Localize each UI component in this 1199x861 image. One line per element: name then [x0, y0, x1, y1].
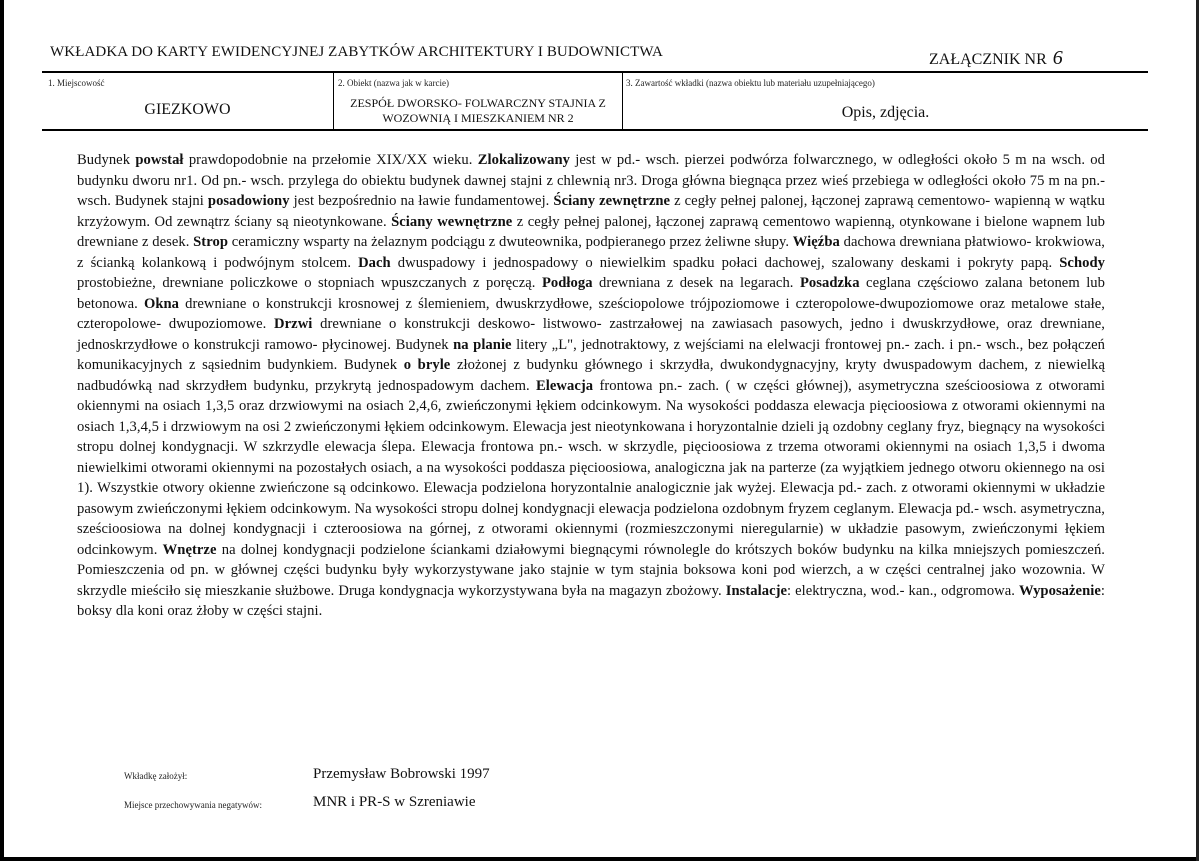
description-text: dachowa drewniana płatwiowo- krokwiowa, z ścianką kolankową i podwójnym stolcem.	[77, 234, 1106, 271]
description-text: Budynek	[77, 152, 136, 168]
description-text: dwuspadowy i jednospadowy o niewielkim spadku połaci dachowej, szalowany deskami i pokryty papą.	[390, 254, 1060, 271]
description-heading: Dach	[358, 254, 391, 271]
description-heading: Instalacje	[725, 582, 788, 599]
description-heading: Strop	[193, 234, 228, 250]
description-heading: Schody	[1059, 254, 1105, 271]
document-title: WKŁADKA DO KARTY EWIDENCYJNEJ ZABYTKÓW ARCHITEKTURY I BUDOWNICTWA	[50, 44, 663, 60]
description-heading: Elewacja	[536, 377, 594, 394]
content-value: Opis, zdjęcia.	[841, 104, 930, 121]
description-text: prostobieżne, drewniane policzkowe o stopniach wpuszczanych z poręczą.	[77, 275, 542, 291]
description-heading: powstał	[135, 152, 184, 168]
description-heading: posadowiony	[207, 193, 290, 209]
description-text: z cegły pełnej palonej, łączonej zaprawą cementowo- wapienną w wątku krzyżowym. Od zewnątrz ściany są nieotynkowane.	[77, 193, 1105, 230]
description-heading: Ściany zewnętrzne	[553, 193, 671, 209]
description-text: litery „L", jednotraktowy, z wejściami na elelwacji frontowej pn.- zach. i pn.- wsch., bez połączeń komunikacyjnych z sąsiednim budynkiem. Budynek	[77, 336, 1105, 373]
description-heading: o bryle	[403, 357, 451, 373]
description-text: drewniana z desek na legarach.	[592, 275, 800, 291]
description-text: jest w pd.- wsch. pierzei podwórza folwarcznego, w odległości około 5 m na wsch. od budynku dworu nr1. Od pn.- wsch. przylega do obiektu budynek dawnej stajni z chlewnią nr3. Droga główna biegnąca przez wieś przebiega w odległości około 75 m na pn.- wsch. Budynek stajni	[77, 152, 1105, 209]
description-heading: Zlokalizowany	[477, 152, 570, 168]
description-text: : boksy dla koni oraz żłoby w części stajni.	[77, 582, 1105, 619]
negatives-location-label: Miejsce przechowywania negatywów:	[124, 800, 262, 810]
description-heading: na planie	[453, 336, 512, 353]
description-heading: Wyposażenie	[1018, 582, 1101, 599]
header-rule-top	[42, 71, 1148, 73]
description-heading: Podłoga	[541, 275, 593, 291]
description-text: drewniane o konstrukcji deskowo- listwowo- zastrzałowej na zawiasach pasowych, jedno i dwuskrzydłowe, oraz drewniane, jednoskrzydłowe o konstrukcji ramowo- płycinowej. Budynek	[77, 316, 1106, 353]
annex-label: ZAŁĄCZNIK NR	[929, 51, 1047, 68]
description-heading: Ściany wewnętrzne	[391, 213, 513, 230]
description-heading: Drzwi	[274, 316, 313, 332]
object-label: 2. Obiekt (nazwa jak w karcie)	[338, 78, 449, 88]
scan-edge-left	[0, 0, 4, 861]
header-rule-bottom	[42, 129, 1148, 131]
description-text: na dolnej kondygnacji podzielone ściankami działowymi biegnącymi równolegle do krótszych boków budynku na kilka mniejszych pomieszczeń. Pomieszczenia od pn. w głównej części budynku były wykorzystywane jako stajnie w tym stajnia boksowa koni pod wierzch, a w części centralnej jako wozownia. W skrzydle mieściło się mieszkanie służbowe. Druga kondygnacja wykorzystywana była na magazyn zbożowy.	[77, 541, 1105, 599]
description-heading: Okna	[143, 295, 180, 312]
description-text: frontowa pn.- zach. ( w części głównej), asymetryczna sześcioosiowa z otworami okiennymi na osiach 1,3,5 oraz drzwiowymi na osiach 2,4,6, zwieńczonymi łękiem odcinkowym. Na wysokości poddasza elewacja pięcioosiowa z otworami okiennymi na osiach 1,3,4,5 i drzwiowym na osi 2 zwieńczonymi łękiem odcinkowym. Elewacja jest nieotynkowana i horyzontalnie dzieli ją ozdobny ceglany fryz, biegnący na wysokości stropu dolnej kondygnacji. W szkrzydle elewacja ślepa. Elewacja frontowa pn.- wsch. w skrzydle, pięcioosiowa z trzema otworami okiennymi na osiach 1,3,5 i dwoma niewielkimi otworami okiennymi na pozostałych osiach, a na wysokości poddasza pięcioosiowa, analogiczna jak na parterze (za wyjątkiem jednego otworu okiennego na osi 1). Wszystkie otwory okienne zwieńczone są odcinkowo. Elewacja podzielona horyzontalnie analogicznie jak wyżej. Elewacja pd.- zach. z otworami okiennymi w układzie pasowym zwieńczonymi łękiem odcinkowym. Na wysokości stropu dolnej kondygnacji elewacja podzielona ozdobnym fryzem ceglanym. Elewacja pd.- wsch. asymetryczna, sześcioosiowa na dolnej kondygnacji i czteroosiowa na górnej, z otworami okiennymi (rozmieszczonymi nieregularnie) w układzie pasowym, zwieńczonymi łękiem odcinkowym.	[77, 377, 1105, 558]
description-text: drewniane o konstrukcji krosnowej z ślemieniem, dwuskrzydłowe, sześciopolowe trójpoziomowe i czteropolowe-dwupoziomowe oraz metalowe stałe, czteropolowe- dwupoziomowe.	[77, 295, 1105, 332]
negatives-location-value: MNR i PR-S w Szreniawie	[313, 794, 476, 810]
description-text: złożonej z budynku głównego i skrzydła, dwukondygnacyjny, kryty dwuspadowym dachem, z niewielką nadbudówką nad skrzydłem budynku, przykrytą jednospadowym dachem.	[77, 357, 1106, 394]
description-text: ceramiczny wsparty na żelaznym podciągu z dwuteownika, podpieranego przez żeliwne słupy.	[228, 234, 793, 250]
description-text: prawdopodobnie na przełomie XIX/XX wieku.	[183, 152, 478, 168]
content-label: 3. Zawartość wkładki (nazwa obiektu lub materiału uzupełniającego)	[626, 78, 875, 88]
object-value-line-2: WOZOWNIĄ I MIESZKANIEM NR 2	[382, 111, 574, 125]
locality-label: 1. Miejscowość	[48, 78, 105, 88]
scan-edge-bottom	[0, 857, 1199, 861]
description-text: : elektryczna, wod.- kan., odgromowa.	[787, 582, 1019, 599]
building-description	[77, 150, 1105, 622]
description-heading: Więźba	[792, 234, 840, 250]
description-heading: Wnętrze	[162, 541, 217, 558]
annex-number	[929, 47, 1063, 70]
object-value	[334, 96, 622, 126]
annex-handwritten-number: 6	[1052, 47, 1063, 69]
description-text: ceglana częściowo zalana betonem lub betonowa.	[77, 275, 1105, 312]
description-heading: Posadzka	[799, 275, 860, 291]
founded-by-value: Przemysław Bobrowski 1997	[313, 766, 490, 782]
description-text: z cegły pełnej palonej, łączonej zaprawą cementowo wapienną, otynkowane i bielone wapnem lub drewniane z desek.	[77, 213, 1105, 250]
locality-value: GIEZKOWO	[144, 101, 231, 118]
description-text: jest bezpośrednio na ławie fundamentowej.	[289, 193, 554, 209]
object-value-line-1: ZESPÓŁ DWORSKO- FOLWARCZNY STAJNIA Z	[350, 96, 606, 110]
founded-by-label: Wkładkę założył:	[124, 771, 188, 781]
